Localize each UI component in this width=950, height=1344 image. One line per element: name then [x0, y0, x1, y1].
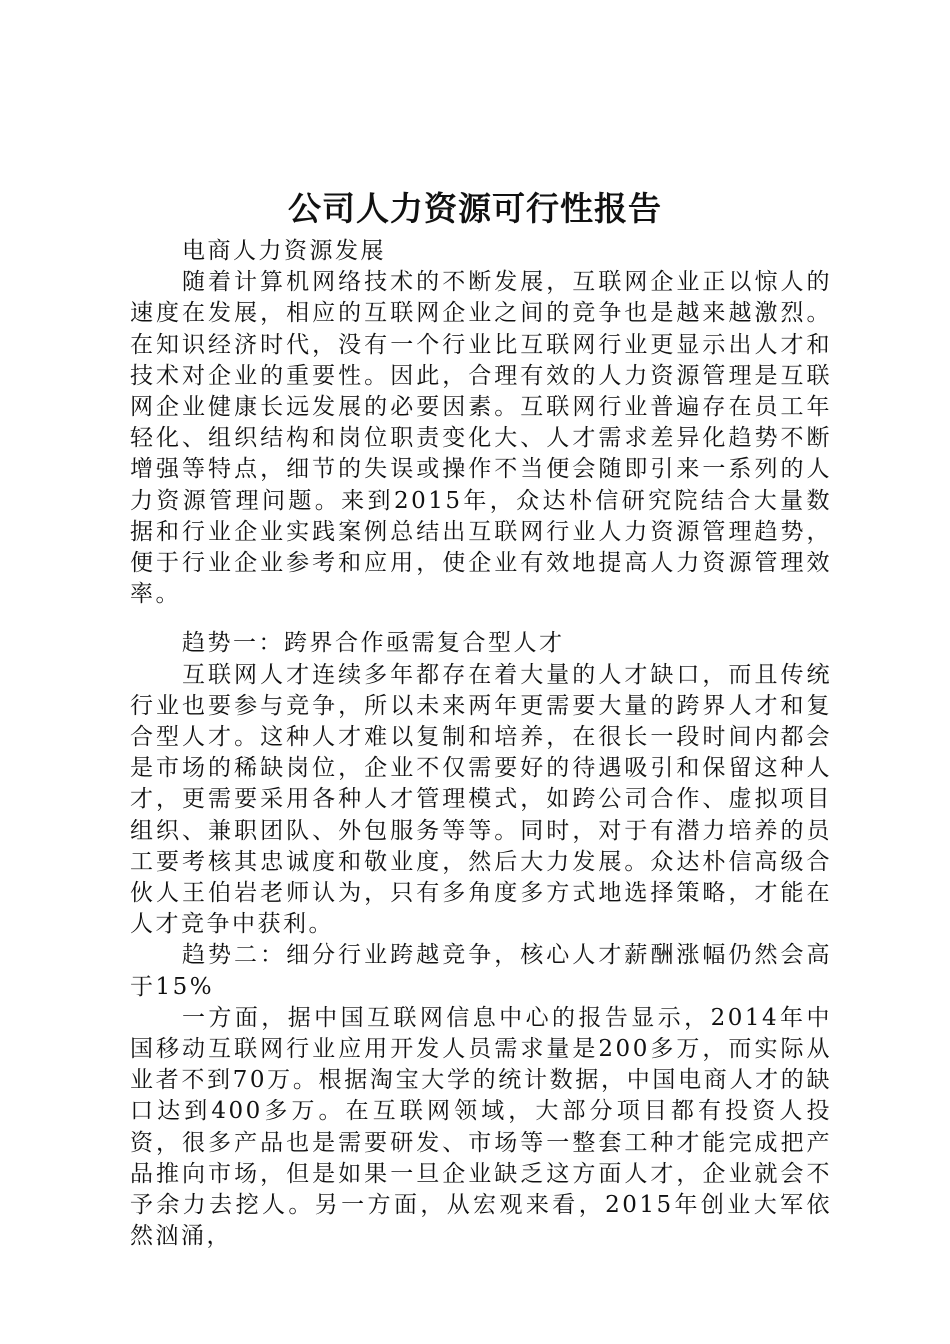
- section-heading: 趋势一：跨界合作亟需复合型人才: [182, 630, 565, 657]
- section-heading: 趋势二：细分行业跨越竞争，核心人才薪酬涨幅仍然会高于15%: [130, 942, 832, 1000]
- document-body: [130, 236, 832, 1253]
- body-paragraph: 一方面，据中国互联网信息中心的报告显示，2014年中国移动互联网行业应用开发人员需求量是200多万，而实际从业者不到70万。根据淘宝大学的统计数据，中国电商人才的缺口达到400多万。在互联网领域，大部分项目都有投资人投资，很多产品也是需要研发、市场等一整套工种才能完成把产品推向市场，但是如果一旦企业缺乏这方面人才，企业就会不予余力去挖人。另一方面，从宏观来看，2015年创业大军依然汹涌，: [130, 1004, 832, 1250]
- body-paragraph: 随着计算机网络技术的不断发展，互联网企业正以惊人的速度在发展，相应的互联网企业之间的竞争也是越来越激烈。在知识经济时代，没有一个行业比互联网行业更显示出人才和技术对企业的重要性。因此，合理有效的人力资源管理是互联网企业健康长远发展的必要因素。互联网行业普遍存在员工年轻化、组织结构和岗位职责变化大、人才需求差异化趋势不断增强等特点，细节的失误或操作不当便会随即引来一系列的人力资源管理问题。来到2015年，众达朴信研究院结合大量数据和行业企业实践案例总结出互联网行业人力资源管理趋势，便于行业企业参考和应用，使企业有效地提高人力资源管理效率。: [130, 269, 832, 608]
- document-title: 公司人力资源可行性报告: [288, 189, 662, 228]
- body-paragraph: 互联网人才连续多年都存在着大量的人才缺口，而且传统行业也要参与竞争，所以未来两年更需要大量的跨界人才和复合型人才。这种人才难以复制和培养，在很长一段时间内都会是市场的稀缺岗位，企业不仅需要好的待遇吸引和保留这种人才，更需要采用各种人才管理模式，如跨公司合作、虚拟项目组织、兼职团队、外包服务等等。同时，对于有潜力培养的员工要考核其忠诚度和敬业度，然后大力发展。众达朴信高级合伙人王伯岩老师认为，只有多角度多方式地选择策略，才能在人才竞争中获利。: [130, 661, 832, 938]
- section-heading: 电商人力资源发展: [182, 238, 386, 264]
